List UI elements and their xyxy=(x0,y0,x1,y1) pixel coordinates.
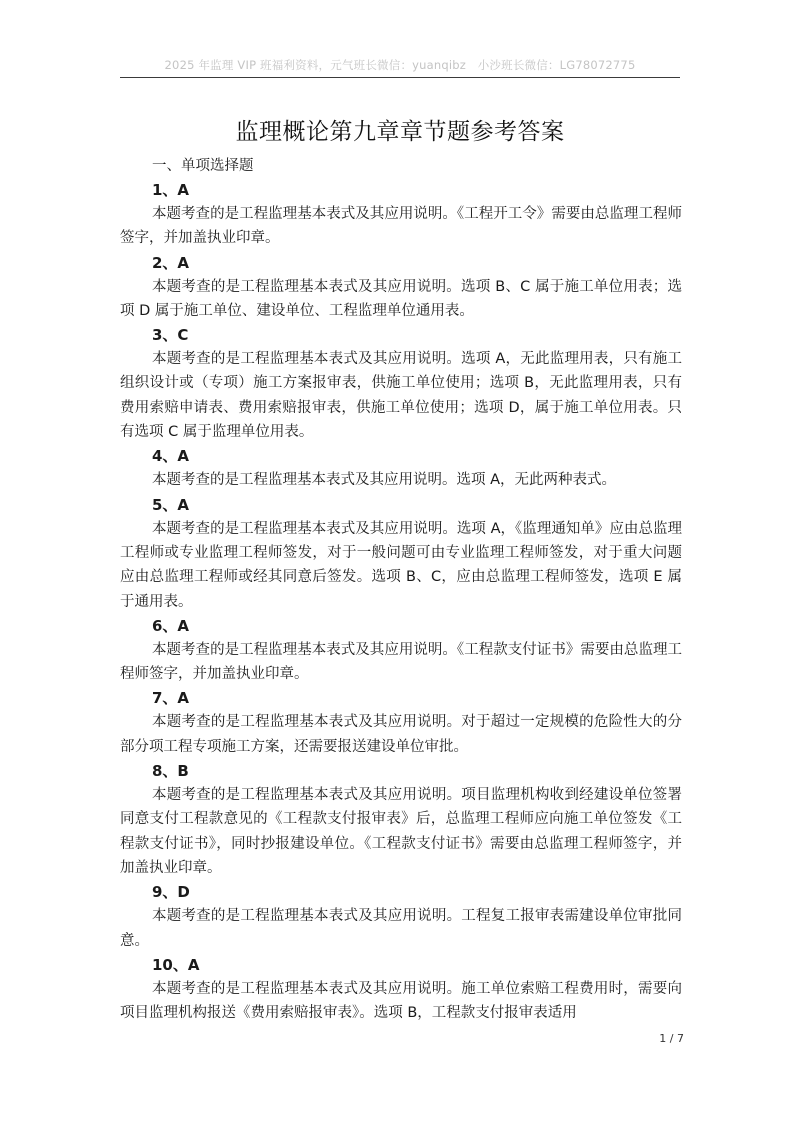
answer-number: 10、A xyxy=(152,955,200,974)
answer-explanation: 本题考查的是工程监理基本表式及其应用说明。《工程款支付证书》需要由总监理工程师签字，并加盖执业印章。 xyxy=(120,641,682,683)
answer-number: 8、B xyxy=(152,762,189,781)
answer-explanation: 本题考查的是工程监理基本表式及其应用说明。工程复工报审表需建设单位审批同意。 xyxy=(120,908,682,949)
answer-explanation: 本题考查的是工程监理基本表式及其应用说明。选项 B、C 属于施工单位用表；选项 D 属于施工单位、建设单位、工程监理单位通用表。 xyxy=(120,278,682,319)
answer-explanation: 本题考查的是工程监理基本表式及其应用说明。对于超过一定规模的危险性大的分部分项工程专项施工方案，还需要报送建设单位审批。 xyxy=(120,714,682,755)
page-number: 1 / 7 xyxy=(659,1032,684,1045)
answer-explanation: 本题考查的是工程监理基本表式及其应用说明。施工单位索赔工程费用时，需要向项目监理机构报送《费用索赔报审表》。选项 B，工程款支付报审表适用 xyxy=(120,980,682,1022)
answer-number: 3、C xyxy=(152,326,189,345)
answer-explanation: 本题考查的是工程监理基本表式及其应用说明。选项 A，无此监理用表，只有施工组织设计或（专项）施工方案报审表，供施工单位使用；选项 B，无此监理用表，只有费用索赔申请表、费用索赔报审表，供施工单位使用；选项 D，属于施工单位用表。只有选项 C 属于监理单位用表。 xyxy=(120,351,682,441)
answer-number: 7、A xyxy=(152,689,190,708)
answer-number: 6、A xyxy=(152,616,190,635)
answer-number: 2、A xyxy=(152,253,190,272)
answer-explanation: 本题考查的是工程监理基本表式及其应用说明。项目监理机构收到经建设单位签署同意支付工程款意见的《工程款支付报审表》后，总监理工程师应向施工单位签发《工程款支付证书》，同时抄报建设单位。《工程款支付证书》需要由总监理工程师签字，并加盖执业印章。 xyxy=(120,787,682,876)
answer-number: 4、A xyxy=(152,447,190,466)
header-divider xyxy=(120,77,680,78)
answer-number: 1、A xyxy=(152,181,190,199)
answer-explanation: 本题考查的是工程监理基本表式及其应用说明。选项 A，无此两种表式。 xyxy=(152,472,617,489)
answer-number: 5、A xyxy=(152,495,190,514)
header-note: 2025 年监理 VIP 班福利资料，元气班长微信：yuanqibz 小沙班长微信：LG78072775 xyxy=(164,58,636,72)
section-heading: 一、单项选择题 xyxy=(152,158,254,174)
answer-list xyxy=(120,154,682,1025)
answer-explanation: 本题考查的是工程监理基本表式及其应用说明。选项 A，《监理通知单》应由总监理工程师或专业监理工程师签发，对于一般问题可由专业监理工程师签发，对于重大问题应由总监理工程师或经其同意后签发。选项 B、C，应由总监理工程师签发，选项 E 属于通用表。 xyxy=(120,520,682,610)
document-title: 监理概论第九章章节题参考答案 xyxy=(235,119,565,146)
answer-number: 9、D xyxy=(152,883,190,902)
answer-explanation: 本题考查的是工程监理基本表式及其应用说明。《工程开工令》需要由总监理工程师签字，并加盖执业印章。 xyxy=(120,206,682,247)
